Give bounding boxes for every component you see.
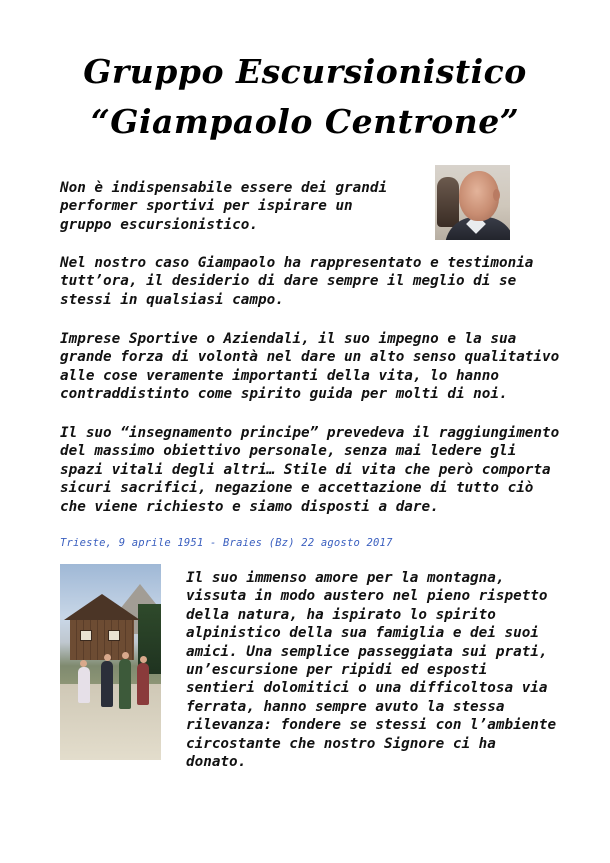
paragraph-giampaolo: Nel nostro caso Giampaolo ha rappresentato e testimonia tutt’ora, il desiderio di dare sempre il meglio di se stessi in qualsiasi campo.	[60, 255, 534, 308]
photo-hut-window	[108, 630, 120, 641]
background-person	[437, 177, 459, 227]
paragraph-intro: Non è indispensabile essere dei grandi performer sportivi per ispirare un gruppo escursionistico.	[60, 180, 388, 233]
title-line-2: “Giampaolo Centrone”	[90, 102, 520, 141]
photo-person-head	[140, 656, 147, 663]
life-dates: Trieste, 9 aprile 1951 - Braies (Bz) 22 agosto 2017	[60, 537, 393, 549]
photo-person	[101, 661, 113, 707]
photo-person-head	[122, 652, 129, 659]
photo-person	[78, 667, 90, 703]
portrait-photo	[435, 165, 510, 240]
photo-person	[119, 659, 131, 709]
photo-person-head	[104, 654, 111, 661]
photo-hut-window	[80, 630, 92, 641]
mountain-group-photo	[60, 564, 161, 760]
paragraph-montagna: Il suo immenso amore per la montagna, vissuta in modo austero nel pieno rispetto della natura, ha ispirato lo spirito alpinistico della sua famiglia e dei suoi amici. Una semplice passeggiata sui prati, un’escursione per ripidi ed esposti sentieri dolomitici o una difficoltosa via ferrata, hanno sempre avuto la stessa rilevanza: fondere se stessi con l’ambiente circostante che nostro Signore ci ha donato.	[186, 570, 557, 771]
photo-person	[137, 663, 149, 705]
paragraph-imprese: Imprese Sportive o Aziendali, il suo impegno e la sua grande forza di volontà nel dare un alto senso qualitativo alle cose veramente importanti della vita, lo hanno contraddistinto come spirito guida per molti di noi.	[60, 331, 560, 403]
portrait-ear	[493, 189, 500, 201]
title-line-1: Gruppo Escursionistico	[83, 52, 527, 91]
paragraph-insegnamento: Il suo “insegnamento principe” prevedeva il raggiungimento del massimo obiettivo personale, senza mai ledere gli spazi vitali degli altri… Stile di vita che però comporta sicuri sacrifici, negazione e accettazione di tutto ciò che viene richiesto e siamo disposti a dare.	[60, 425, 560, 515]
photo-hut-roof	[64, 594, 140, 620]
photo-person-head	[80, 660, 87, 667]
